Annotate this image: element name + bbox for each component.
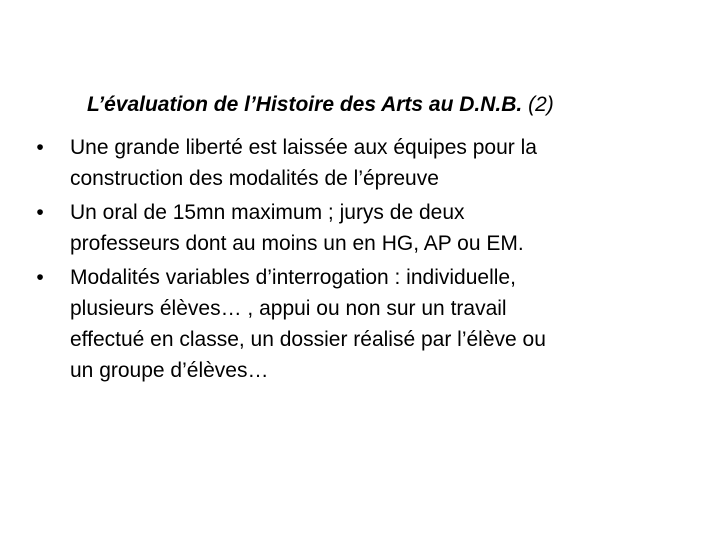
bullet-list — [30, 132, 670, 389]
bullet-dot-icon: • — [36, 201, 44, 224]
slide-title-suffix: (2) — [528, 93, 554, 116]
bullet-text-line: Un oral de 15mn maximum ; jurys de deux — [70, 201, 465, 224]
bullet-text-line: plusieurs élèves… , appui ou non sur un travail — [70, 297, 507, 320]
bullet-text-line: Une grande liberté est laissée aux équipes pour la — [70, 136, 537, 159]
bullet-dot-icon: • — [36, 266, 44, 289]
bullet-item — [30, 197, 670, 259]
bullet-item — [30, 132, 670, 194]
bullet-text-line: professeurs dont au moins un en HG, AP ou EM. — [70, 232, 524, 255]
bullet-item — [30, 262, 670, 386]
slide-title-main: L’évaluation de l’Histoire des Arts au D.N.B. — [87, 93, 523, 116]
bullet-text-line: construction des modalités de l’épreuve — [70, 167, 439, 190]
bullet-text-line: effectué en classe, un dossier réalisé par l’élève ou — [70, 328, 546, 351]
slide-title — [87, 90, 687, 120]
bullet-text-line: Modalités variables d’interrogation : individuelle, — [70, 266, 516, 289]
bullet-text-line: un groupe d’élèves… — [70, 359, 269, 382]
bullet-dot-icon: • — [36, 136, 44, 159]
